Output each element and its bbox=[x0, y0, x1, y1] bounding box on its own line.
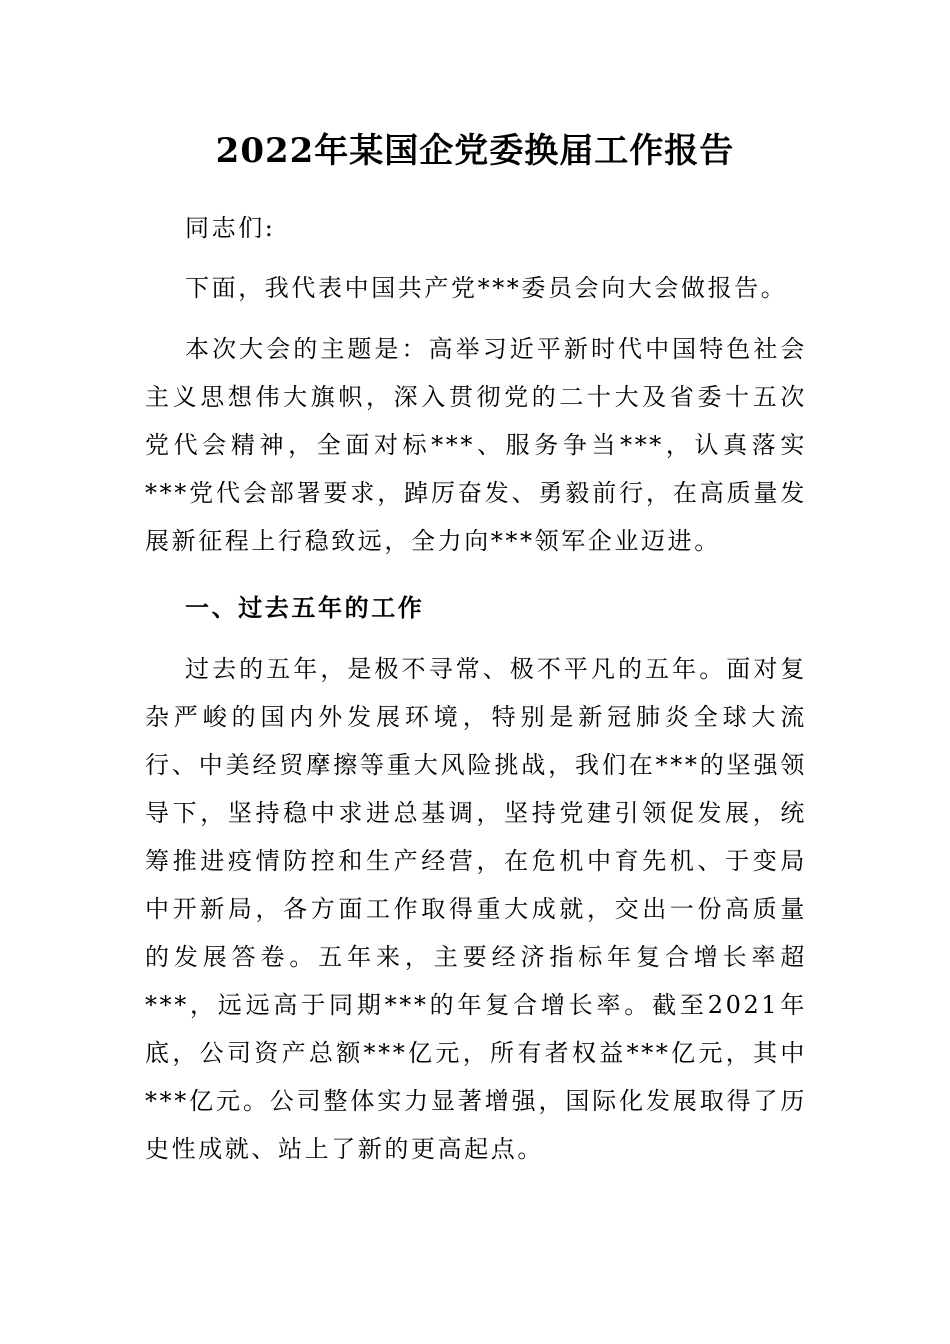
section-paragraph-past-five-years: 过去的五年，是极不寻常、极不平凡的五年。面对复杂严峻的国内外发展环境，特别是新冠肺炎全球大流行、中美经贸摩擦等重大风险挑战，我们在***的坚强领导下，坚持稳中求进总基调，坚持党建引领促发展，统筹推进疫情防控和生产经营，在危机中育先机、于变局中开新局，各方面工作取得重大成就，交出一份高质量的发展答卷。五年来，主要经济指标年复合增长率超***，远远高于同期***的年复合增长率。截至2021年底，公司资产总额***亿元，所有者权益***亿元，其中***亿元。公司整体实力显著增强，国际化发展取得了历史性成就、站上了新的更高起点。 bbox=[145, 655, 807, 1163]
salutation: 同志们: bbox=[185, 214, 276, 242]
theme-paragraph: 本次大会的主题是：高举习近平新时代中国特色社会主义思想伟大旗帜，深入贯彻党的二十大及省委十五次党代会精神，全面对标***、服务争当***，认真落实***党代会部署要求，踔厉奋发、勇毅前行，在高质量发展新征程上行稳致远，全力向***领军企业迈进。 bbox=[145, 335, 807, 555]
intro-paragraph: 下面，我代表中国共产党***委员会向大会做报告。 bbox=[185, 274, 788, 302]
section-heading-past-five-years: 一、过去五年的工作 bbox=[185, 593, 425, 622]
document-title: 2022年某国企党委换届工作报告 bbox=[215, 131, 735, 171]
